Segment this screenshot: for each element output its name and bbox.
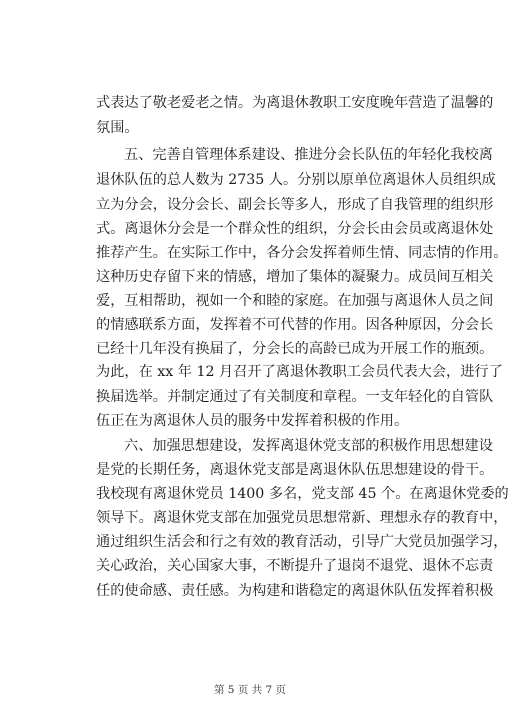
text-line: 伍正在为离退休人员的服务中发挥着积极的作用。 (96, 413, 409, 429)
text-line: 推荐产生。在实际工作中，各分会发挥着师生情、同志情的作用。 (96, 245, 508, 261)
text-line: 通过组织生活会和行之有效的教育活动，引导广大党员加强学习， (96, 534, 508, 550)
page-number-footer: 第 5 页 共 7 页 (213, 684, 287, 696)
text-line: 的情感联系方面，发挥着不可代替的作用。因各种原因，分会长 (96, 317, 494, 333)
text-line: 这种历史存留下来的情感，增加了集体的凝聚力。成员间互相关 (96, 269, 494, 285)
text-line: 爱，互相帮助，视如一个和睦的家庭。在加强与离退休人员之间 (96, 293, 494, 309)
text-line: 任的使命感、责任感。为构建和谐稳定的离退休队伍发挥着积极 (96, 583, 494, 599)
text-line: 氛围。 (96, 120, 139, 136)
section-heading-line: 五、完善自管理体系建设、推进分会长队伍的年轻化我校离 (124, 147, 493, 163)
section-heading-line: 六、加强思想建设，发挥离退休党支部的积极作用思想建设 (124, 438, 493, 454)
text-line: 式表达了敬老爱老之情。为离退休教职工安度晚年营造了温馨的 (96, 95, 494, 111)
text-line: 换届选举。并制定通过了有关制度和章程。一支年轻化的自管队 (96, 389, 494, 405)
text-line: 领导下。离退休党支部在加强党员思想常新、理想永存的教育中， (96, 510, 508, 526)
text-line: 关心政治，关心国家大事，不断提升了退岗不退党、退休不忘责 (96, 558, 494, 574)
text-line: 退休队伍的总人数为 2735 人。分别以原单位离退休人员组织成 (96, 172, 496, 188)
text-line: 立为分会，设分会长、副会长等多人，形成了自我管理的组织形 (96, 197, 494, 213)
text-line: 为此，在 xx 年 12 月召开了离退休教职工会员代表大会，进行了 (96, 364, 503, 380)
text-line: 是党的长期任务，离退休党支部是离退休队伍思想建设的骨干。 (96, 462, 494, 478)
text-line: 已经十几年没有换届了，分会长的高龄已成为开展工作的瓶颈。 (96, 341, 494, 357)
text-line: 我校现有离退休党员 1400 多名，党支部 45 个。在离退休党委的 (96, 486, 509, 502)
text-line: 式。离退休分会是一个群众性的组织，分会长由会员或离退休处 (96, 221, 494, 237)
